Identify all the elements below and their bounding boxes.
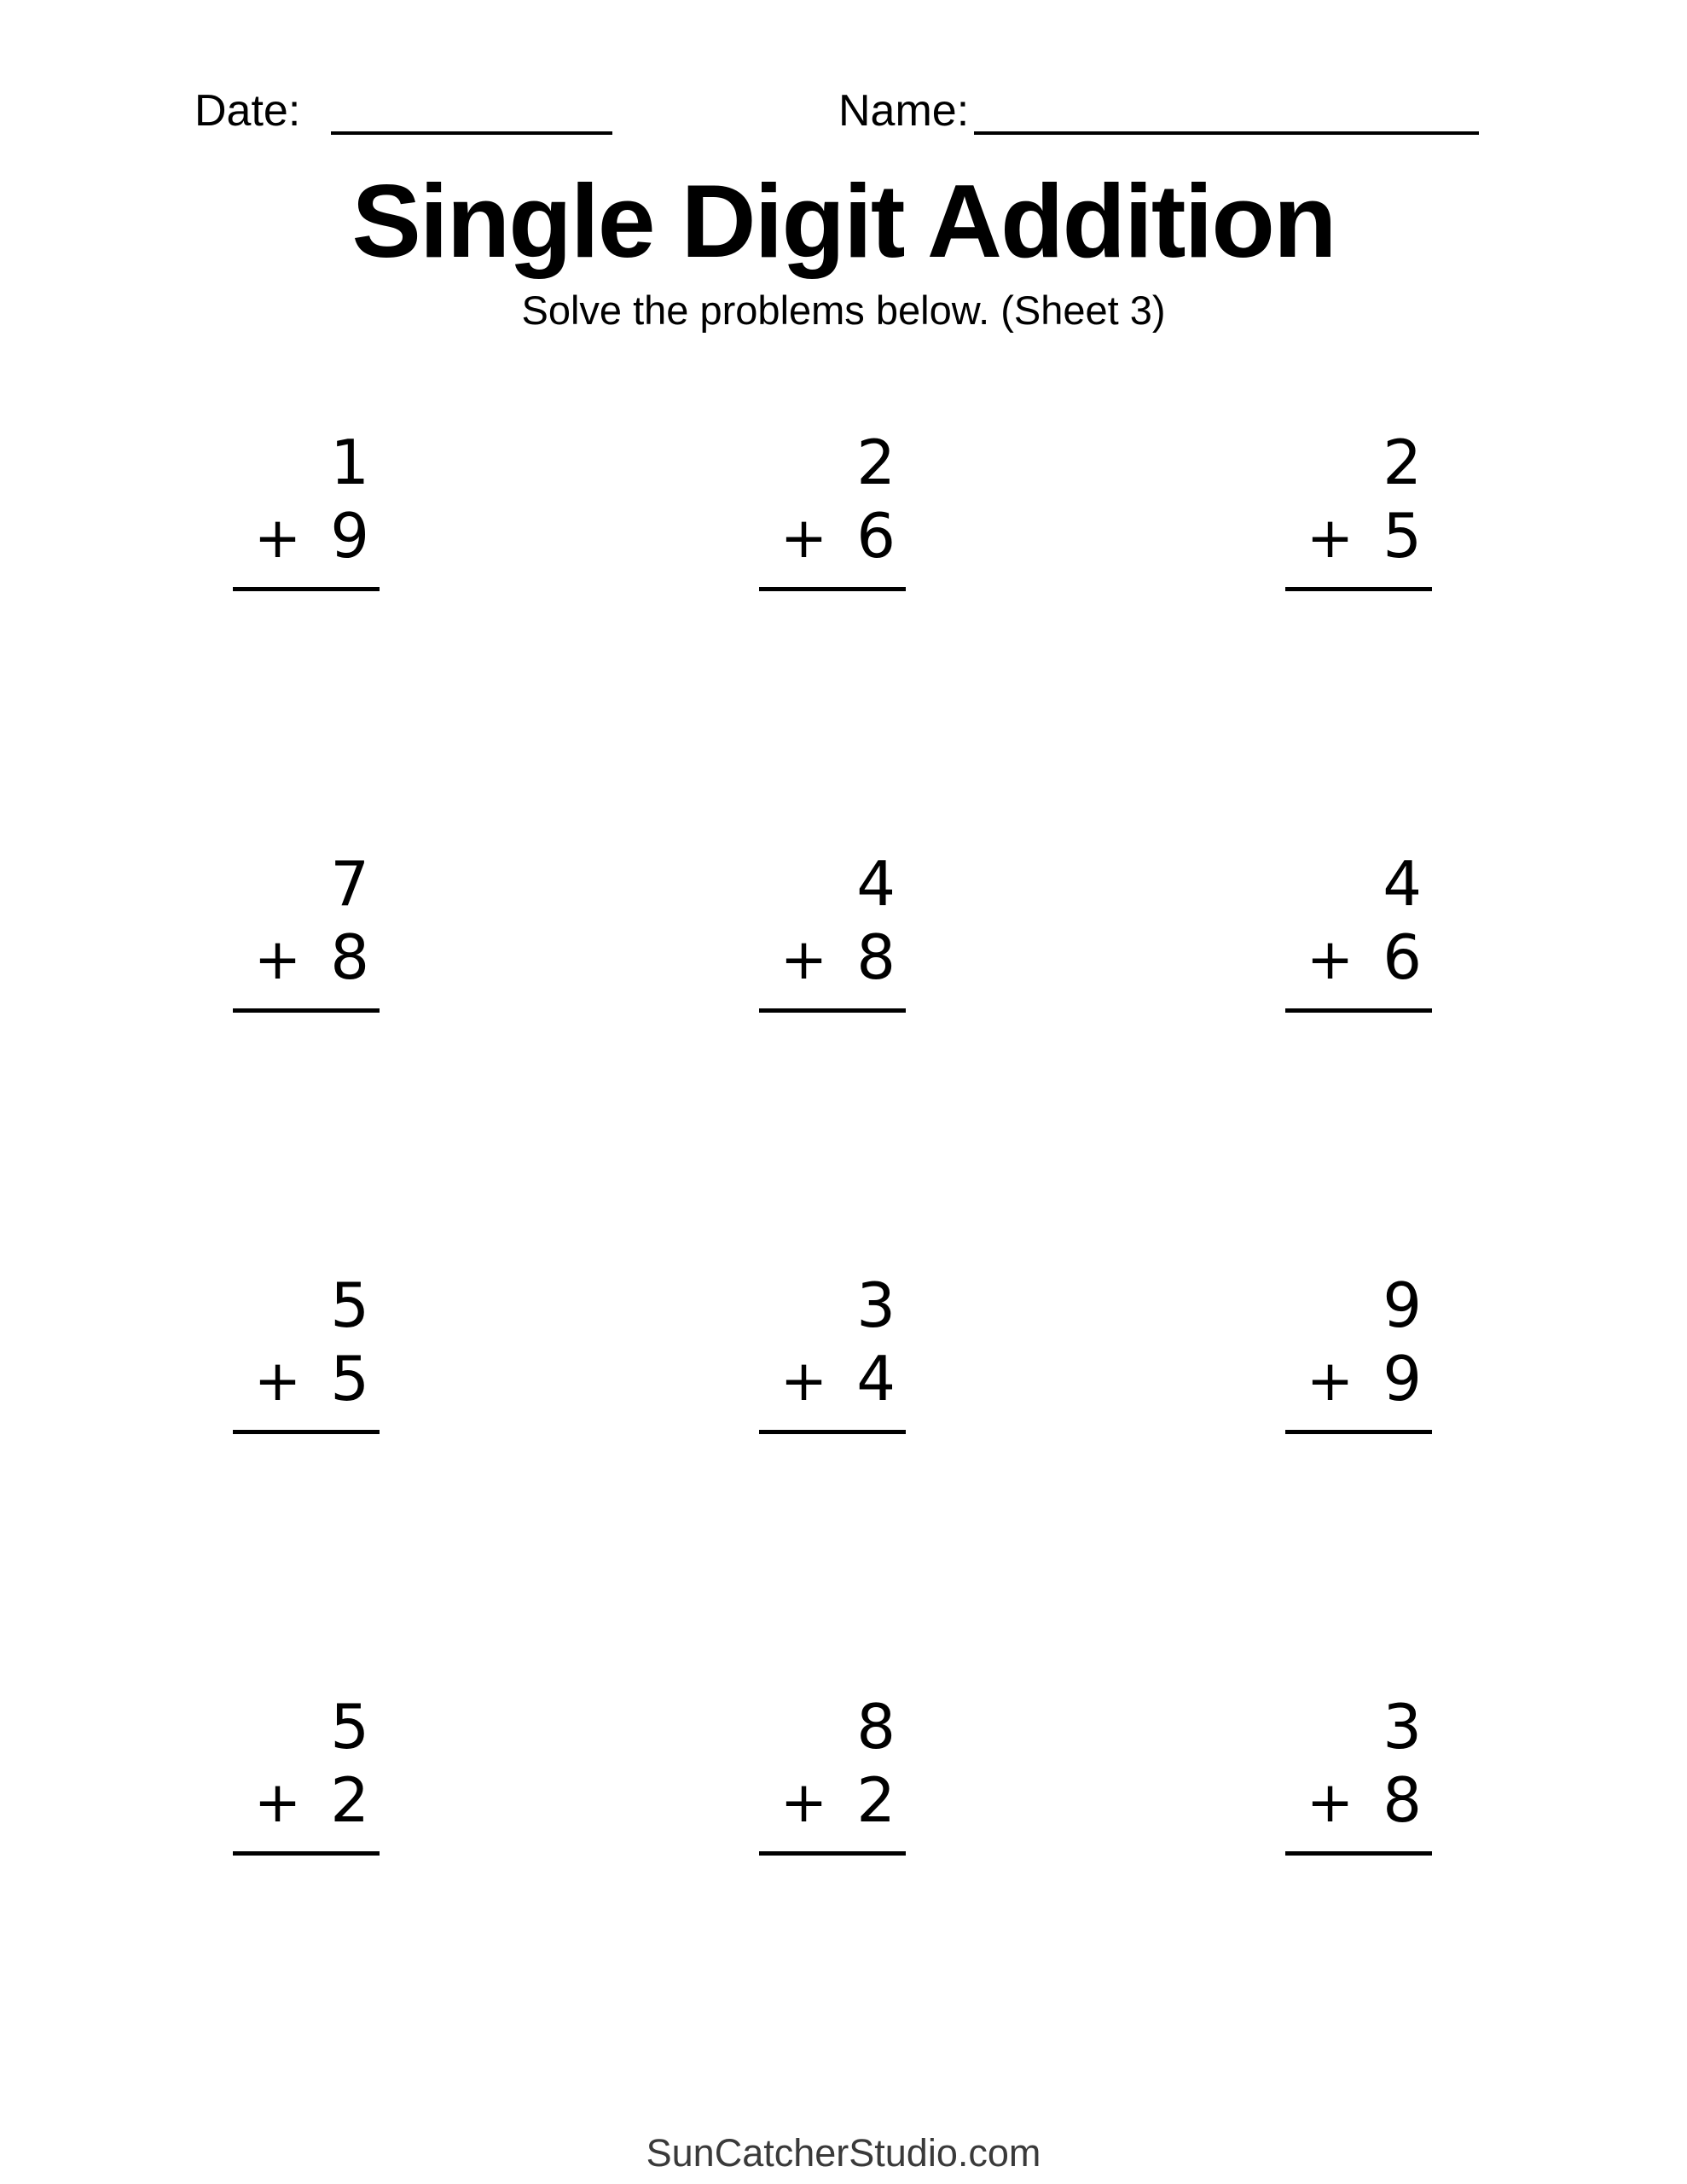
bottom-addend: 9 xyxy=(1383,1343,1422,1415)
bottom-addend: 9 xyxy=(330,500,369,572)
plus-operator: + xyxy=(1306,1348,1354,1414)
plus-operator: + xyxy=(1306,1769,1354,1836)
top-addend: 2 xyxy=(1383,427,1422,498)
name-label: Name: xyxy=(838,86,970,136)
plus-operator: + xyxy=(253,1769,302,1836)
bottom-addend: 2 xyxy=(856,1764,896,1837)
top-addend: 5 xyxy=(330,1269,369,1341)
plus-operator: + xyxy=(253,505,302,572)
name-field xyxy=(838,86,1479,136)
addition-problem-3 xyxy=(1285,426,1432,591)
page-subtitle: Solve the problems below. (Sheet 3) xyxy=(521,288,1166,333)
top-addend: 4 xyxy=(1383,848,1422,920)
problems-grid xyxy=(233,426,1687,2111)
bottom-addend: 8 xyxy=(856,921,896,994)
site-credit: SunCatcherStudio.com xyxy=(646,2131,1041,2175)
addition-problem-9 xyxy=(1285,1269,1432,1434)
bottom-addend: 8 xyxy=(1383,1764,1422,1837)
top-addend: 9 xyxy=(1383,1269,1422,1341)
plus-operator: + xyxy=(780,1769,828,1836)
date-field xyxy=(194,86,612,136)
top-addend: 3 xyxy=(856,1269,896,1341)
page-title: Single Digit Addition xyxy=(351,163,1336,279)
top-addend: 4 xyxy=(856,848,896,920)
addition-problem-5 xyxy=(759,847,906,1013)
bottom-addend: 4 xyxy=(856,1343,896,1415)
addition-problem-10 xyxy=(233,1690,380,1856)
top-addend: 1 xyxy=(330,427,369,498)
plus-operator: + xyxy=(253,926,302,993)
addition-problem-7 xyxy=(233,1269,380,1434)
addition-problem-1 xyxy=(233,426,380,591)
addition-problem-2 xyxy=(759,426,906,591)
addition-problem-4 xyxy=(233,847,380,1013)
bottom-addend: 6 xyxy=(856,500,896,572)
name-blank-line xyxy=(974,92,1479,135)
bottom-addend: 8 xyxy=(330,921,369,994)
bottom-addend: 2 xyxy=(330,1764,369,1837)
top-addend: 7 xyxy=(330,848,369,920)
bottom-addend: 5 xyxy=(330,1343,369,1415)
top-addend: 2 xyxy=(856,427,896,498)
top-addend: 5 xyxy=(330,1691,369,1763)
plus-operator: + xyxy=(780,926,828,993)
addition-problem-8 xyxy=(759,1269,906,1434)
plus-operator: + xyxy=(1306,926,1354,993)
plus-operator: + xyxy=(780,1348,828,1414)
plus-operator: + xyxy=(253,1348,302,1414)
plus-operator: + xyxy=(1306,505,1354,572)
addition-problem-11 xyxy=(759,1690,906,1856)
bottom-addend: 6 xyxy=(1383,921,1422,994)
bottom-addend: 5 xyxy=(1383,500,1422,572)
date-label: Date: xyxy=(194,86,301,136)
date-blank-line xyxy=(331,92,612,135)
top-addend: 8 xyxy=(856,1691,896,1763)
addition-problem-6 xyxy=(1285,847,1432,1013)
plus-operator: + xyxy=(780,505,828,572)
top-addend: 3 xyxy=(1383,1691,1422,1763)
addition-problem-12 xyxy=(1285,1690,1432,1856)
